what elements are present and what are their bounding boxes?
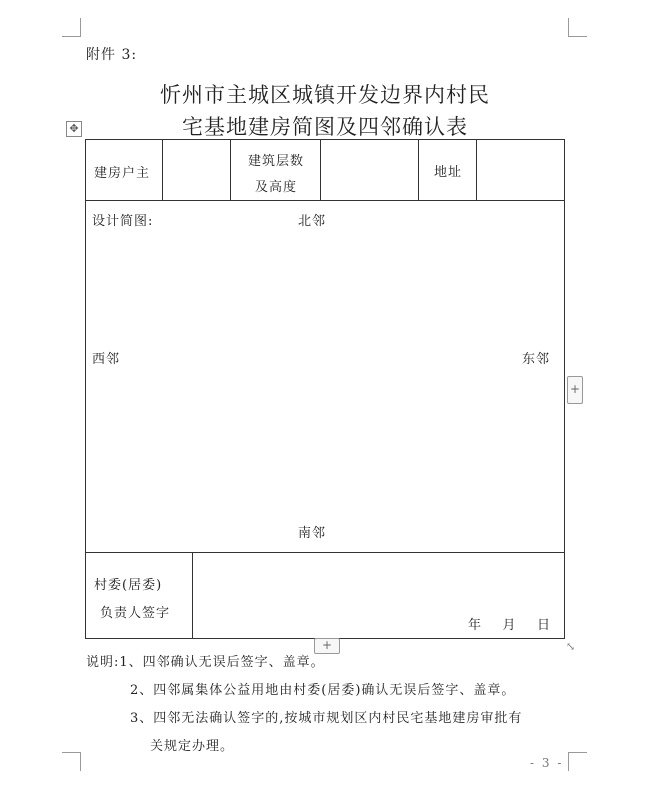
east-neighbor-label: 东邻 xyxy=(522,352,551,367)
crop-mark-top-left xyxy=(62,18,81,37)
note-item-3-line2: 关规定办理。 xyxy=(150,739,235,754)
crop-mark-top-right xyxy=(568,18,587,37)
crop-mark-bottom-left xyxy=(62,752,81,771)
village-committee-label-line2: 负责人签字 xyxy=(100,606,171,621)
table-move-handle-icon[interactable]: ✥ xyxy=(66,121,82,137)
south-neighbor-label: 南邻 xyxy=(298,526,327,541)
crop-mark-bottom-right xyxy=(568,752,587,771)
table-col-divider xyxy=(230,140,231,200)
document-title-line1: 忻州市主城区城镇开发边界内村民 xyxy=(160,83,490,107)
add-row-button[interactable]: + xyxy=(314,638,340,654)
note-item-1: 说明:1、四邻确认无误后签字、盖章。 xyxy=(86,655,325,670)
north-neighbor-label: 北邻 xyxy=(298,214,327,229)
west-neighbor-label: 西邻 xyxy=(92,352,121,367)
page-number: - 3 - xyxy=(530,756,564,770)
table-col-divider xyxy=(418,140,419,200)
floors-label-line1: 建筑层数 xyxy=(247,154,304,169)
signature-date: 年 月 日 xyxy=(468,618,552,633)
table-col-divider xyxy=(192,552,193,638)
floors-label-line2: 及高度 xyxy=(254,180,297,195)
note-item-3-line1: 3、四邻无法确认签字的,按城市规划区内村民宅基地建房审批有 xyxy=(130,711,523,726)
table-resize-handle-icon[interactable]: ⤡ xyxy=(566,640,576,653)
village-committee-label-line1: 村委(居委) xyxy=(94,578,163,593)
document-title-line2: 宅基地建房简图及四邻确认表 xyxy=(182,115,468,139)
attachment-label: 附件 3: xyxy=(86,47,138,63)
note-item-2: 2、四邻属集体公益用地由村委(居委)确认无误后签字、盖章。 xyxy=(130,683,516,698)
owner-value-cell[interactable] xyxy=(163,141,229,199)
address-value-cell[interactable] xyxy=(477,141,564,199)
table-row-divider xyxy=(86,200,564,201)
add-column-button[interactable]: + xyxy=(567,376,583,404)
confirmation-table xyxy=(85,139,565,639)
owner-label: 建房户主 xyxy=(94,166,151,181)
floors-value-cell[interactable] xyxy=(321,141,417,199)
design-sketch-label: 设计简图: xyxy=(92,214,154,229)
table-row-divider xyxy=(86,552,564,553)
address-label: 地址 xyxy=(433,165,462,180)
